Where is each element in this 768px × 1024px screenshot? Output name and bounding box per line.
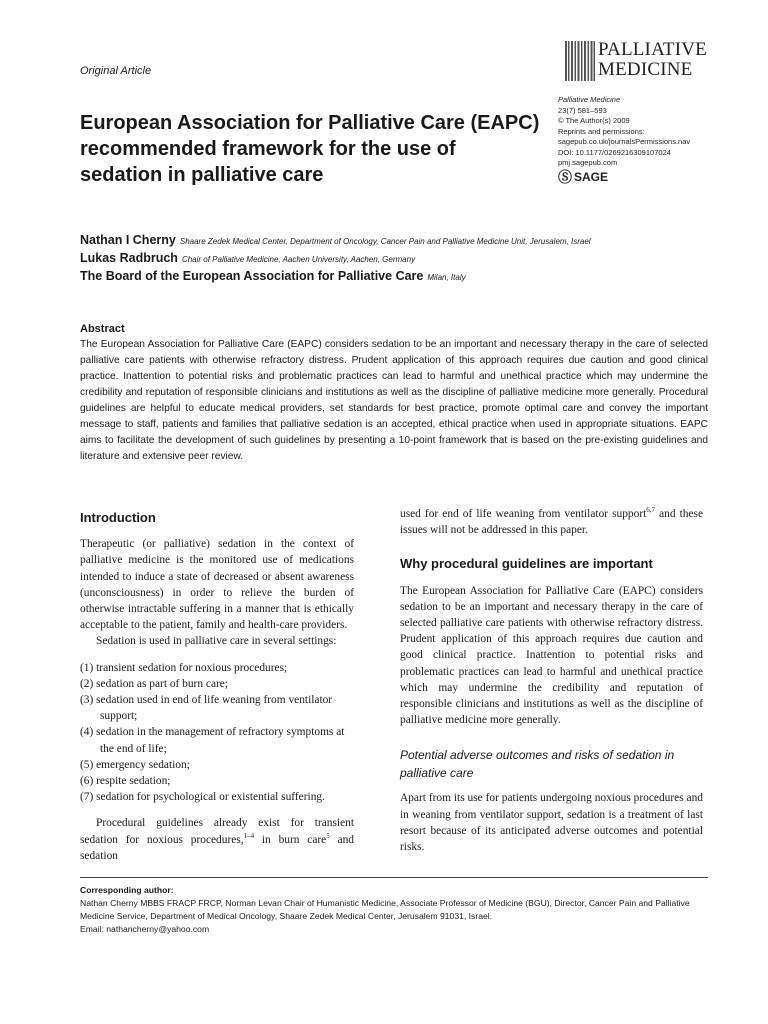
corresponding-author [80, 884, 708, 936]
journal-site-link[interactable]: pmj.sagepub.com [558, 158, 618, 167]
introduction-paragraph: Therapeutic (or palliative) sedation in the context of palliative medicine is the monitored use of medications intended to induce a state of decreased or absent awareness (unconsciousness) in order to relieve the burden of otherwise intractable suffering in a manner that is ethically acceptable to the patient, family and health-care providers. [80, 538, 354, 632]
logo-line-2: MEDICINE [598, 59, 693, 80]
author-name: Nathan I Cherny [80, 233, 176, 247]
footnote-divider [80, 877, 708, 878]
permissions-link[interactable]: sagepub.co.uk/journalsPermissions.nav [558, 137, 691, 146]
copyright: © The Author(s) 2009 [558, 116, 630, 125]
why-heading: Why procedural guidelines are important [400, 556, 653, 572]
author-affiliation: Milan, Italy [427, 273, 466, 282]
sage-icon: Ⓢ [558, 168, 572, 185]
introduction-heading: Introduction [80, 510, 156, 525]
settings-list [80, 660, 354, 806]
text-run: Procedural guidelines already exist for transient sedation for noxious procedures, [80, 817, 354, 846]
author-name: Lukas Radbruch [80, 251, 178, 265]
corresponding-heading: Corresponding author: [80, 885, 174, 895]
text-run: and sedation [80, 833, 354, 862]
text-run: and these issues will not be addressed in this paper. [400, 508, 703, 537]
why-paragraph: The European Association for Palliative Care (EAPC) considers sedation to be an important and necessary therapy in the care of selected palliative care patients with otherwise refractory distress. Prudent application of this approach requires due caution and good clinical practice. Inattention to potential risks and problematic practices can lead to harmful and unethical practice which may undermine the credibility and reputation of responsible clinicians and institutions as well as the discipline of palliative medicine more generally. [400, 584, 703, 727]
article-title: European Association for Palliative Care (EAPC) recommended framework for the use of sedation in palliative care [80, 112, 540, 186]
corresponding-email[interactable]: Email: nathancherny@yahoo.com [80, 924, 210, 934]
reference-link[interactable]: 1–4 [243, 831, 255, 840]
reprints: Reprints and permissions: [558, 126, 645, 136]
list-item: (7) sedation for psychological or existential suffering. [80, 791, 325, 804]
introduction-paragraph: Sedation is used in palliative care in several settings: [96, 635, 337, 648]
author-list [80, 231, 740, 285]
author-entry [80, 231, 740, 249]
author-entry [80, 267, 740, 285]
introduction-paragraph-cont [400, 506, 703, 538]
publisher-name: SAGE [574, 169, 609, 184]
list-item: (1) transient sedation for noxious procedures; [80, 661, 288, 674]
abstract-text: The European Association for Palliative Care (EAPC) considers sedation to be an important and necessary therapy in the care of selected palliative care patients with otherwise refractory distress. Prudent application of this approach requires due caution and good clinical practice. Inattention to potential risks and problematic practices can lead to harmful and unethical practice which may undermine the credibility and reputation of responsible clinicians and institutions as well as the discipline of palliative medicine more generally. Procedural guidelines are helpful to educate medical providers, set standards for best practice, promote optimal care and convey the important message to staff, patients and families that palliative sedation is an accepted, ethical practice when used in appropriate situations. EAPC aims to facilitate the development of such guidelines by presenting a 10-point framework that is based on the pre-existing guidelines and literature and extensive peer review. [80, 339, 708, 462]
author-name: The Board of the European Association for Palliative Care [80, 269, 424, 283]
corresponding-text: Nathan Cherny MBBS FRACP FRCP, Norman Levan Chair of Humanistic Medicine, Associate Professor of Medicine (BGU), Director, Cancer Pain and Palliative Medicine Service, Department of Medical Oncology, Shaare Zedek Medical Center, Jerusalem 91031, Israel. [80, 898, 690, 921]
article-type: Original Article [80, 65, 152, 77]
right-column [400, 506, 703, 855]
journal-logo [565, 40, 710, 84]
list-item: (5) emergency sedation; [80, 758, 190, 771]
reference-link[interactable]: 5 [326, 831, 330, 840]
journal-name: Palliative Medicine [558, 95, 621, 104]
text-run: in burn care [254, 833, 327, 846]
list-item: (2) sedation as part of burn care; [80, 677, 229, 690]
reference-link[interactable]: 6,7 [646, 506, 656, 515]
journal-logo-bars-icon [565, 41, 595, 81]
adverse-heading: Potential adverse outcomes and risks of sedation in palliative care [400, 748, 675, 781]
doi[interactable]: DOI: 10.1177/0269216309107024 [558, 147, 671, 157]
logo-line-1: PALLIATIVE [598, 39, 707, 60]
list-item: (3) sedation used in end of life weaning from ventilator support; [80, 694, 333, 723]
list-item: (4) sedation in the management of refractory symptoms at the end of life; [80, 726, 345, 755]
list-item: (6) respite sedation; [80, 775, 171, 788]
adverse-paragraph: Apart from its use for patients undergoing noxious procedures and in weaning from ventilator support, sedation is a treatment of last resort because of its anticipated adverse outcomes and potential risks. [400, 792, 703, 854]
author-affiliation: Shaare Zedek Medical Center, Department of Oncology, Cancer Pain and Palliative Medicine Unit, Jerusalem, Israel [179, 237, 591, 246]
author-affiliation: Chair of Palliative Medicine, Aachen University, Aachen, Germany [181, 255, 416, 264]
abstract [80, 321, 708, 465]
text-run: used for end of life weaning from ventilator support [400, 508, 647, 520]
left-column [80, 510, 354, 864]
introduction-paragraph [80, 815, 354, 864]
journal-meta [558, 95, 728, 185]
sage-logo [558, 168, 728, 185]
abstract-heading: Abstract [80, 323, 125, 335]
journal-volume: 23(7) 581–593 [558, 105, 607, 115]
author-entry [80, 249, 740, 267]
